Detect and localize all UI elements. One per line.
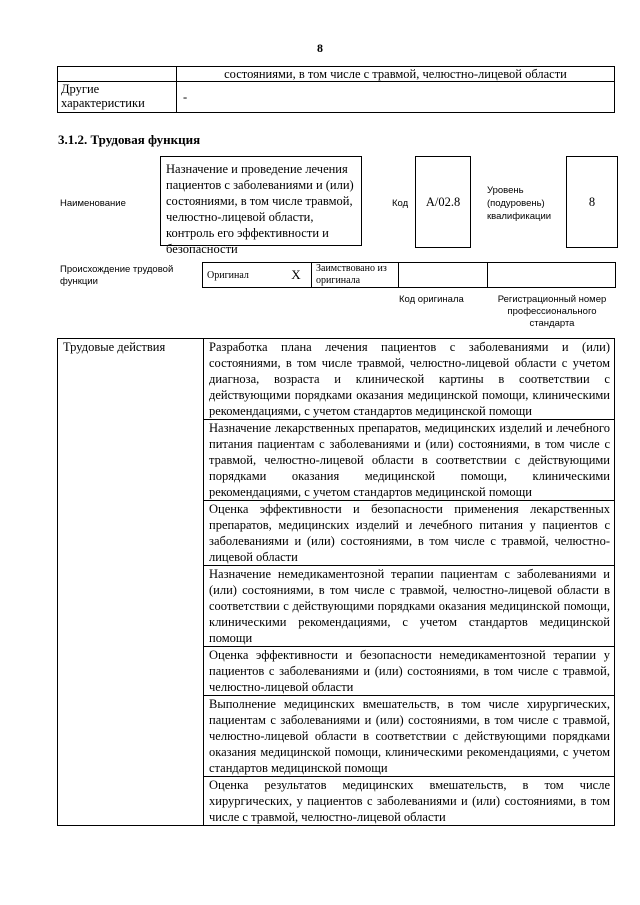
labor-action-item: Оценка эффективности и безопасности немедикаментозной терапии у пациентов с заболеваниями и (или) состояниями, в том числе с травмой, челюстно-лицевой области: [204, 647, 615, 696]
continued-label-cell: [58, 67, 177, 82]
reg-number-cell: [488, 263, 616, 288]
labor-action-item: Назначение немедикаментозной терапии пациентам с заболеваниями и (или) состояниями, в том числе с травмой, челюстно-лицевой области в соответствии с действующими порядками оказания медицинской помощи, клиническими рекомендациями, с учетом стандартов медицинской помощи: [204, 566, 615, 647]
labor-actions-label: Трудовые действия: [58, 339, 204, 826]
original-mark: X: [281, 263, 312, 288]
continued-table: [57, 66, 615, 113]
labor-actions-table: [57, 338, 615, 826]
level-label: Уровень (подуровень) квалификации: [487, 185, 552, 222]
borrowed-label: Заимствовано из оригинала: [312, 263, 399, 288]
code-original-label: Код оригинала: [399, 294, 464, 305]
reg-number-label: Регистрационный номер профессионального стандарта: [497, 294, 607, 329]
level-value-box: 8: [566, 156, 618, 248]
labor-action-item: Выполнение медицинских вмешательств, в том числе хирургических, пациентам с заболеваниями и (или) состояниями, в том числе с травмой, челюстно-лицевой области в соответствии с действующими порядками оказания медицинской помощи, клиническими рекомендациями, с учетом стандартов медицинской помощи: [204, 696, 615, 777]
continued-text-cell: состояниями, в том числе с травмой, челюстно-лицевой области: [177, 67, 615, 82]
other-characteristics-value: -: [177, 82, 615, 113]
labor-action-item: Оценка результатов медицинских вмешательств, в том числе хирургических, у пациентов с заболеваниями и (или) состояниями, в том числе с травмой, челюстно-лицевой области: [204, 777, 615, 826]
section-heading: 3.1.2. Трудовая функция: [58, 132, 201, 147]
code-label: Код: [392, 198, 409, 209]
labor-action-item: Оценка эффективности и безопасности применения лекарственных препаратов, медицинских изделий и лечебного питания у пациентов с заболеваниями и (или) состояниями, в том числе с травмой, челюстно-лицевой области: [204, 501, 615, 566]
origin-label: Происхождение трудовой функции: [60, 264, 174, 287]
origin-table: [202, 262, 616, 288]
labor-action-item: Назначение лекарственных препаратов, медицинских изделий и лечебного питания пациентам с заболеваниями и (или) состояниями, в том числе с травмой, челюстно-лицевой области в соответствии с действующими порядками оказания медицинской помощи, клиническими рекомендациями, с учетом стандартов медицинской помощи: [204, 420, 615, 501]
original-label: Оригинал: [203, 263, 282, 288]
page-number: 8: [317, 41, 323, 55]
code-value-box: А/02.8: [415, 156, 471, 248]
labor-action-item: Разработка плана лечения пациентов с заболеваниями и (или) состояниями, в том числе травмой, челюстно-лицевой области с учетом диагноза, возраста и клинической картины в соответствии с действующими порядками оказания медицинской помощи, клиническими рекомендациями, с учетом стандартов медицинской помощи: [204, 339, 615, 420]
other-characteristics-label: Другие характеристики: [58, 82, 177, 113]
code-original-cell: [399, 263, 488, 288]
function-name-box: Назначение и проведение лечения пациентов с заболеваниями и (или) состояниями, в том числе травмой, челюстно-лицевой области, контроль его эффективности и безопасности: [160, 156, 362, 246]
name-label: Наименование: [60, 198, 126, 209]
